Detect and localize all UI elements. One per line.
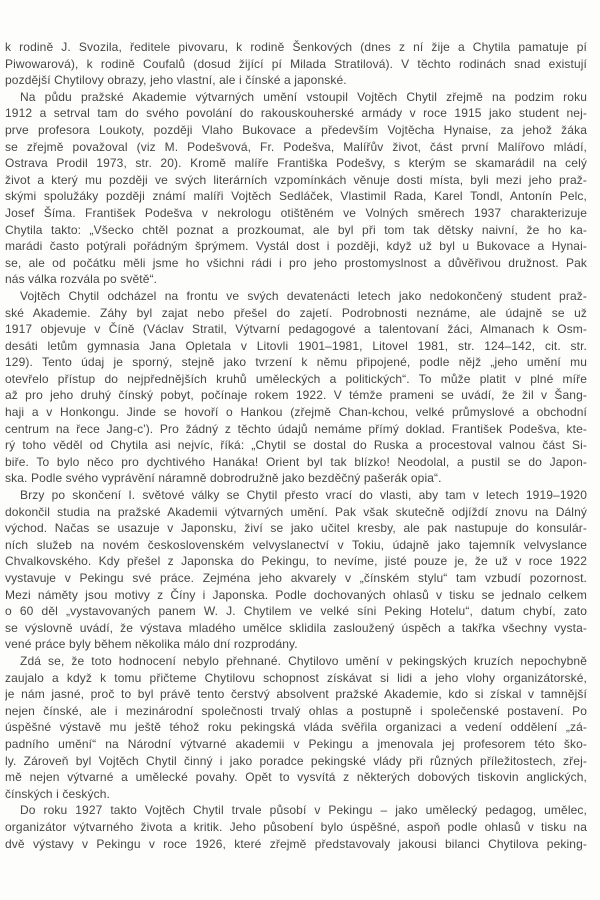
text-line: úspěšné výstavě mu ještě téhož roku pekingská vláda svěřila organizaci a vedení oddělení „zá-: [5, 720, 587, 735]
text-line: Piwowarová), k rodině Coufalů (dosud žijící pí Milada Stratilová). V těchto rodinách snad existují: [5, 56, 587, 71]
text-line: Chvalkovského. Kdy přešel z Japonska do Pekingu, to nevíme, jisté pouze je, že už v roce 1922: [5, 554, 587, 569]
text-line: se, ale od počátku měli jsme ho všichni rádi i pro jeho prostomyslnost a důvěřivou družnost. Pak: [5, 255, 587, 270]
text-line: dokončil studia na pražské Akademii výtvarných umění. Pak však skutečně odjíždí znovu na Dálný: [5, 504, 587, 519]
paragraph-3: [5, 288, 587, 487]
text-line: Zdá se, že toto hodnocení nebylo přehnané. Chytilovo umění v pekingských kruzích nepochybně: [20, 653, 587, 668]
text-line: se zřejmě považoval (viz M. Podešvová, Fr. Podešva, Malířův život, část první Malířovo mládí,: [5, 139, 587, 154]
paragraph-6: [5, 802, 587, 852]
text-line: vystavuje v Pekingu své práce. Zejména jeho akvarely v „čínském stylu“ tam vzbudí pozornost.: [5, 571, 587, 585]
text-line: ních služeb na novém československém velvyslanectví v Tokiu, údajně jako tajemník velvyslance: [5, 537, 587, 552]
text-line: život a který mu později ve svých literárních vzpomínkách věnuje dosti místa, byli mezi jeho praž-: [5, 172, 587, 187]
text-line: zaujalo a když k tomu přičteme Chytilovu schopnost získávat si lidi a jeho vlohy organizátorské,: [5, 670, 587, 685]
text-line: Do roku 1927 takto Vojtěch Chytil trvale působí v Pekingu – jako umělecký pedagog, umělec,: [20, 803, 587, 818]
text-line: až pro jeho druhý čínský pobyt, počínaje rokem 1922. V témže prameni se uvádí, že žil v Šang-: [5, 388, 587, 403]
text-line: organizátor výtvarného života a kritik. Jeho působení bylo úspěšné, aspoň podle ohlasů v tisku na: [5, 819, 587, 834]
text-line: Mezi náměty jsou motivy z Číny i Japonska. Podle dochovaných ohlasů v tisku se jednalo celkem: [5, 587, 587, 602]
text-line: 129). Tento údaj je sporný, stejně jako tvrzení k němu připojené, podle nějž „jeho umění mu: [5, 355, 587, 370]
text-line: desáti letům gymnasia Jana Opletala v Litovli 1901–1981, Litovel 1981, str. 124–142, cit. str.: [5, 338, 587, 353]
text-line: Brzy po skončení I. světové války se Chytil přesto vrací do vlasti, aby tam v letech 1919–1920: [20, 488, 587, 503]
text-line: skými spolužáky později známí malíři Vojtěch Sedláček, Vlastimil Rada, Karel Tondl, Antonín Pelc,: [5, 189, 587, 204]
text-line: vené práce byly během několika málo dní rozprodány.: [5, 637, 298, 652]
text-line: čínských i českých.: [5, 786, 110, 801]
text-line: otevřelo přístup do nejpřednějších kruhů uměleckých a politických“. To může platit v plné míře: [5, 371, 587, 386]
text-line: rý toho věděl od Chytila asi nejvíc, říká: „Chytil se dostal do Ruska a procestoval valnou část Si-: [5, 438, 587, 453]
text-line: 1912 a setrval tam do svého povolání do rakouskouherské armády v roce 1915 jako student nej-: [5, 106, 587, 121]
text-line: ska. Podle svého vyprávění náramně dobrodružně jako bezděčný pašerák opia“.: [5, 471, 442, 486]
text-line: ské Akademie. Záhy byl zajat nebo přešel do zajetí. Podrobnosti neznáme, ale údajně se už: [5, 305, 587, 320]
text-line: k rodině J. Svozila, ředitele pivovaru, k rodině Šenkových (dnes z ní žije a Chytila pamatuje pí: [5, 40, 587, 54]
text-line: o 60 děl „vystavovaných panem W. J. Chytilem ve velké síni Peking Hotelu“, datum chybí, zato: [5, 604, 587, 619]
text-line: 1917 objevuje v Číně (Václav Stratil, Výtvarní pedagogové a talentovaní žáci, Almanach k Osm-: [5, 322, 587, 337]
text-line: marádi často potýrali pořádným šprýmem. Vystál dost i později, když už byl u Bukovace a Hynai-: [5, 239, 587, 254]
text-line: Ostrava Prodil 1973, str. 20). Kromě malíře Františka Podešvy, s kterým se skamarádil na celý: [5, 156, 587, 171]
paragraph-2: [5, 89, 587, 288]
text-line: dvě výstavy v Pekingu v roce 1926, které zřejmě představovaly jakousi bilanci Chytilova peking-: [5, 836, 587, 851]
text-line: prve profesora Loukoty, později Vlaho Bukovace a především Vojtěcha Hynaise, za jehož žáka: [5, 122, 587, 137]
text-line: Na půdu pražské Akademie výtvarných umění vstoupil Vojtěch Chytil zřejmě na podzim roku: [20, 89, 587, 104]
text-line: východ. Načas se usazuje v Japonsku, živí se jako učitel kresby, ale pak nastupuje do konsulár-: [5, 521, 587, 536]
text-line: Josef Šíma. František Podešva v nekrologu otištěném ve Volných směrech 1937 charakterizuje: [5, 205, 587, 220]
text-line: haji a v Honkongu. Jinde se hovoří o Hankou (zřejmě Chan-kchou, velké průmyslové a obchodní: [5, 405, 587, 420]
paragraph-4: [5, 487, 587, 653]
text-line: nejen čínské, ale i mezinárodní společnosti trvalý ohlas a postupně i společenské postavení. Po: [5, 703, 587, 718]
text-line: centrum na řece Jang-c'). Pro žádný z těchto údajů nemáme přímý doklad. František Podešva, kte-: [5, 421, 587, 436]
text-line: ly. Zároveň byl Vojtěch Chytil činný i jako poradce pekingské vlády při různých příležitostech, zřej-: [5, 753, 587, 768]
text-line: pozdější Chytilovy obrazy, jeho vlastní, ale i čínské a japonské.: [5, 73, 347, 88]
text-line: se výslovně uvádí, že výstava mladého umělce sklidila zasloužený úspěch a takřka všechny vysta-: [5, 620, 587, 635]
text-line: Vojtěch Chytil odcházel na frontu ve svých devatenácti letech jako nedokončený student praž-: [20, 288, 587, 303]
paragraph-1: [5, 39, 587, 89]
text-line: je nám jasné, proč to byl právě tento čerstvý absolvent pražské Akademie, kdo si získal v tamnější: [5, 687, 587, 702]
text-line: mě nejen výtvarné a umělecké povahy. Opět to vysvítá z některých dobových tiskovin anglických,: [5, 770, 587, 785]
paragraph-5: [5, 653, 587, 802]
text-line: nás válka rozvála po světě“.: [5, 272, 158, 287]
text-line: Chytila takto: „Všecko chtěl poznat a prozkoumat, ale byl při tom tak dětsky naivní, že ho ka-: [5, 222, 587, 237]
text-line: biře. To bylo něco pro dychtivého Hanáka! Orient byl tak blízko! Neodolal, a pustil se do Japon-: [5, 454, 587, 469]
text-line: padního umění“ na Národní výtvarné akademii v Pekingu a jmenovala jej profesorem této ško-: [5, 736, 587, 751]
